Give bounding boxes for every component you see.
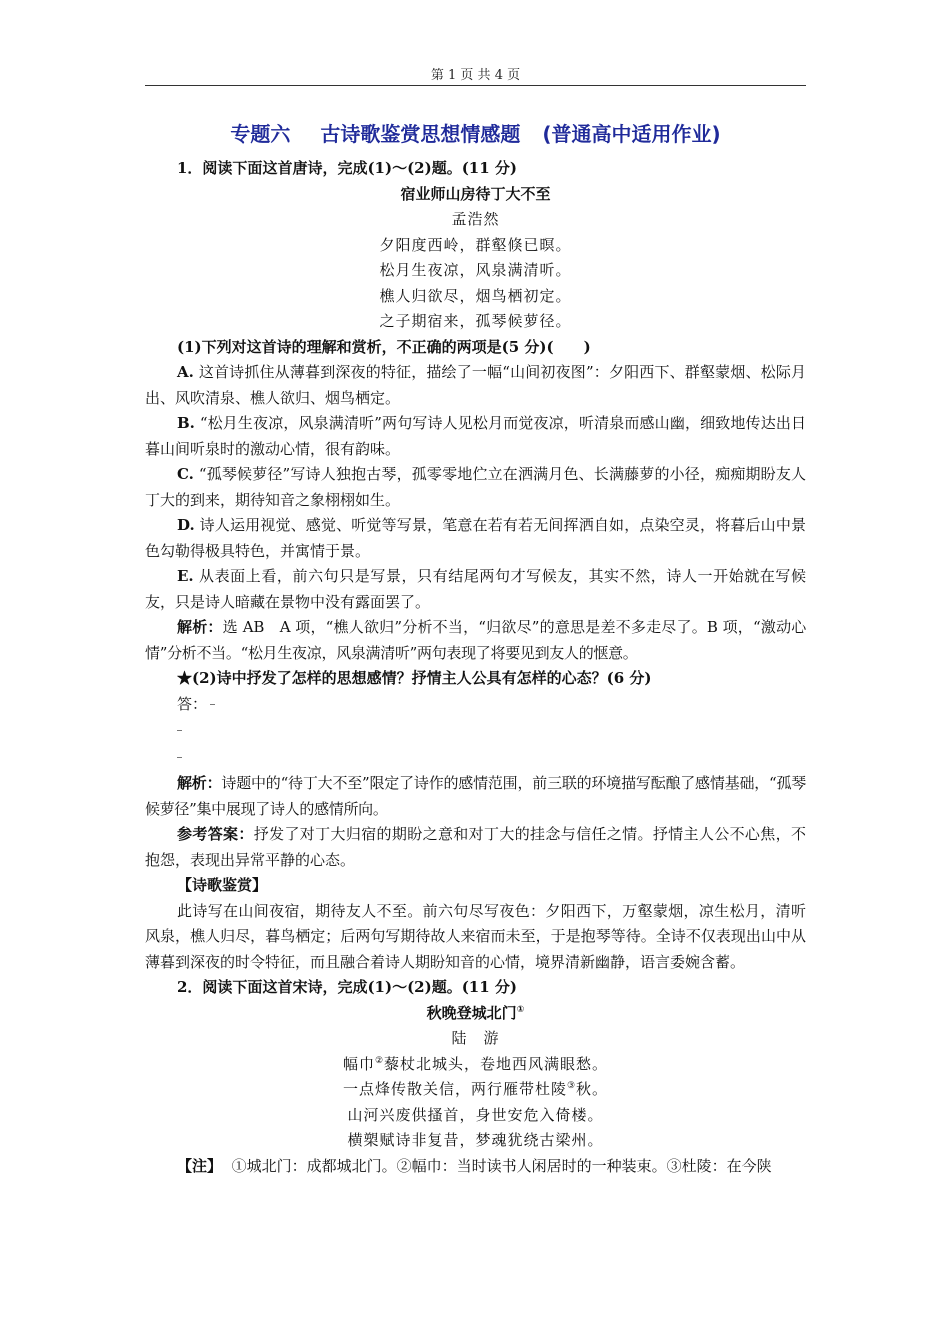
appreciation-text: 此诗写在山间夜宿，期待友人不至。前六句尽写夜色：夕阳西下，万壑蒙烟，凉生松月，清听风泉，樵人归尽，暮鸟栖定；后两句写期待故人来宿而未至，于是抱琴等待。全诗不仅表现出山中从薄暮到深夜的时令特征，而且融合着诗人期盼知音的心情，境界清新幽静，语言委婉含蓄。 xyxy=(145,901,806,971)
q2-poem-line-4: 横槊赋诗非复昔，梦魂犹绕古梁州。 xyxy=(347,1131,604,1149)
option-e xyxy=(145,564,806,615)
q2-poem-title-text: 秋晚登城北门 xyxy=(426,1003,517,1022)
reference-text: 抒发了对丁大归宿的期盼之意和对丁大的挂念与信任之情。抒情主人公不心焦，不抱怨，表现出异常平静的心态。 xyxy=(145,825,806,869)
option-c-label: C. xyxy=(177,465,194,483)
q1-poem-line-2: 松月生夜凉，风泉满清听。 xyxy=(379,261,572,279)
answer-line xyxy=(145,692,806,718)
q1-prompt: 1．阅读下面这首唐诗，完成(1)～(2)题。(11 分) xyxy=(177,159,517,177)
analysis-2-label: 解析： xyxy=(177,774,222,792)
q1-sub2-prompt: ★(2)诗中抒发了怎样的思想感情？抒情主人公具有怎样的心态？(6 分) xyxy=(177,669,652,687)
q1-poem-title: 宿业师山房待丁大不至 xyxy=(400,184,551,203)
option-a-text: 这首诗抓住从薄暮到深夜的特征，描绘了一幅“山间初夜图”：夕阳西下、群壑蒙烟、松际月出、风吹清泉、樵人欲归、烟鸟栖定。 xyxy=(145,363,806,407)
q1-poem-line-1: 夕阳度西岭，群壑倏已暝。 xyxy=(379,235,572,254)
analysis-1-label: 解析： xyxy=(177,618,223,636)
option-b-label: B. xyxy=(177,414,195,432)
q1-analysis-2 xyxy=(145,771,806,822)
option-d xyxy=(145,513,806,564)
option-e-label: E. xyxy=(177,567,194,585)
option-d-label: D. xyxy=(177,516,195,534)
note-label: 【注】 xyxy=(177,1156,223,1175)
document-body xyxy=(145,118,806,1179)
answer-blank-2[interactable] xyxy=(145,744,806,771)
q1-poem-line-4: 之子期宿来，孤琴候萝径。 xyxy=(379,312,572,330)
title-topic: 专题六 xyxy=(230,122,291,146)
q2-notes xyxy=(145,1154,806,1180)
q1-poem-line-3: 樵人归欲尽，烟鸟栖初定。 xyxy=(379,286,572,305)
q2-poet: 陆 游 xyxy=(451,1029,500,1047)
answer-label: 答： xyxy=(177,694,208,713)
reference-label: 参考答案： xyxy=(177,825,254,843)
header-divider xyxy=(145,85,806,86)
page-indicator: 第 1 页 共 4 页 xyxy=(430,68,521,83)
option-a xyxy=(145,360,806,411)
q2-poem-line-2: 一点烽传散关信，两行雁带杜陵③秋。 xyxy=(342,1080,609,1098)
option-e-text: 从表面上看，前六句只是写景，只有结尾两句才写候友，其实不然，诗人一开始就在写候友，只是诗人暗藏在景物中没有露面罢了。 xyxy=(145,567,806,611)
title-suffix: (普通高中适用作业) xyxy=(542,122,721,146)
analysis-2-text: 诗题中的“待丁大不至”限定了诗作的感情范围，前三联的环境描写酝酿了感情基础，“孤琴候萝径”集中展现了诗人的感情所向。 xyxy=(145,774,806,818)
q2-poem-line-3: 山河兴废供搔首，身世安危入倚楼。 xyxy=(347,1105,604,1124)
appreciation-heading: 【诗歌鉴赏】 xyxy=(177,876,268,894)
option-b xyxy=(145,411,806,462)
reference-answer xyxy=(145,822,806,873)
note-mark: ② xyxy=(374,1055,385,1066)
note-mark: ③ xyxy=(566,1081,577,1091)
option-c-text: “孤琴候萝径”写诗人独抱古琴，孤零零地伫立在洒满月色、长满藤萝的小径，痴痴期盼友人丁大的到来，期待知音之象栩栩如生。 xyxy=(145,465,806,509)
q2-poem-line-1: 幅巾②藜杖北城头，卷地西风满眼愁。 xyxy=(342,1054,609,1073)
note-text: ①城北门：成都城北门。②幅巾：当时读书人闲居时的一种装束。③杜陵：在今陕 xyxy=(231,1156,772,1175)
analysis-1-text: 选 AB A 项，“樵人欲归”分析不当，“归欲尽”的意思是差不多走尽了。B 项，“激动心情”分析不当。“松月生夜凉，风泉满清听”两句表现了将要见到友人的惬意。 xyxy=(145,618,806,662)
q2-title-note-mark: ① xyxy=(516,1004,525,1015)
q1-analysis-1 xyxy=(145,615,806,666)
q2-poem-title xyxy=(145,1001,806,1027)
option-b-text: “松月生夜凉，风泉满清听”两句写诗人见松月而觉夜凉，听清泉而感山幽，细致地传达出日暮山间听泉时的激动心情，很有韵味。 xyxy=(145,414,806,458)
q1-poet: 孟浩然 xyxy=(451,210,500,228)
answer-blank-1[interactable] xyxy=(145,717,806,744)
q1-sub1-prompt: (1)下列对这首诗的理解和赏析，不正确的两项是(5 分)( ) xyxy=(177,337,591,356)
page-title xyxy=(145,118,806,147)
q2-prompt: 2．阅读下面这首宋诗，完成(1)～(2)题。(11 分) xyxy=(177,978,517,996)
title-main: 古诗歌鉴赏思想情感题 xyxy=(320,122,521,146)
option-d-text: 诗人运用视觉、感觉、听觉等写景，笔意在若有若无间挥洒自如，点染空灵，将暮后山中景色勾勒得极具特色，并寓情于景。 xyxy=(145,516,806,560)
option-a-label: A. xyxy=(177,363,194,381)
option-c xyxy=(145,462,806,513)
